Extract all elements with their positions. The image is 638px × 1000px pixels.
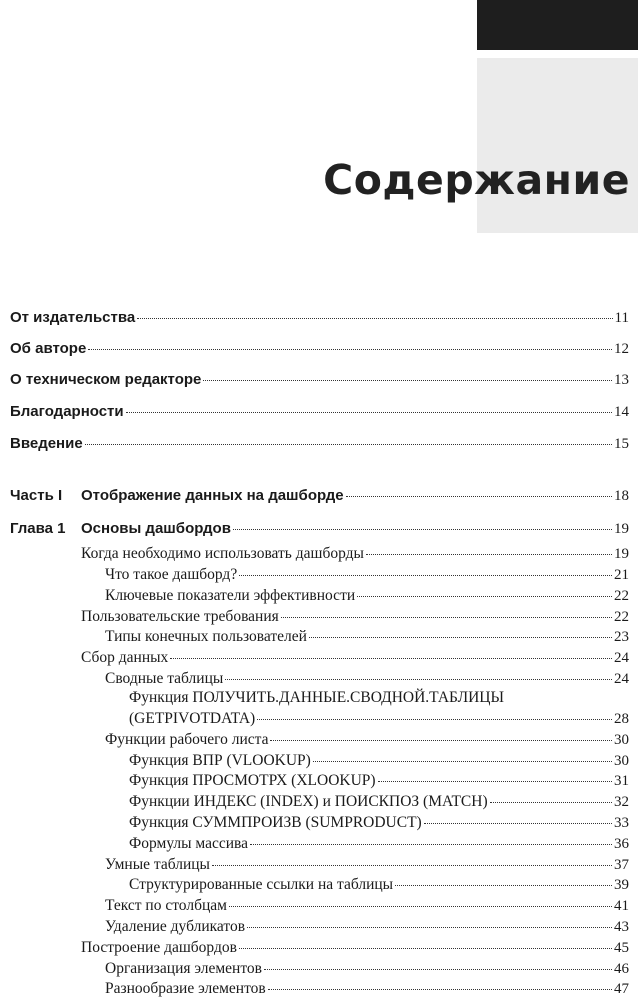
dot-leader	[170, 658, 612, 659]
toc-entry-title: Функции рабочего листа	[105, 731, 269, 748]
toc-entry[interactable]	[105, 731, 629, 749]
toc-entry-title: Организация элементов	[105, 960, 262, 977]
toc-entry-title: Пользовательские требования	[81, 608, 279, 625]
toc-page-number: 19	[614, 521, 629, 537]
toc-page-number: 33	[614, 815, 629, 831]
toc-page-number: 36	[614, 836, 629, 852]
toc-entry-title: Разнообразие элементов	[105, 980, 266, 997]
toc-entry-title: Структурированные ссылки на таблицы	[129, 876, 394, 893]
toc-page-number: 22	[614, 609, 629, 625]
toc-entry-title: Когда необходимо использовать дашборды	[81, 545, 364, 562]
toc-entry[interactable]	[81, 649, 629, 667]
toc-page-number: 41	[614, 898, 629, 914]
decorative-gray-block	[477, 58, 638, 233]
dot-leader	[395, 885, 612, 886]
toc-entry[interactable]	[105, 980, 629, 998]
toc-entry[interactable]	[105, 670, 629, 688]
toc-page-number: 18	[614, 488, 629, 504]
toc-entry-tech-editor[interactable]	[10, 371, 629, 389]
toc-page-number: 15	[614, 436, 629, 452]
toc-entry[interactable]	[81, 608, 629, 626]
dot-leader	[203, 380, 612, 381]
dot-leader	[250, 844, 612, 845]
dot-leader	[247, 927, 612, 928]
toc-chapter-1[interactable]	[10, 520, 629, 538]
toc-page-number: 28	[614, 711, 629, 727]
dot-leader	[268, 989, 612, 990]
toc-entry-title: Сводные таблицы	[105, 670, 224, 687]
dot-leader	[490, 802, 612, 803]
toc-page-number: 47	[614, 981, 629, 997]
dot-leader	[88, 349, 612, 350]
toc-part-1[interactable]	[10, 487, 629, 505]
dot-leader	[270, 740, 612, 741]
dot-leader	[257, 719, 612, 720]
toc-entry-title: Умные таблицы	[105, 856, 210, 873]
toc-page-number: 24	[614, 671, 629, 687]
toc-entry[interactable]	[105, 628, 629, 646]
dot-leader	[309, 637, 612, 638]
toc-entry[interactable]	[129, 876, 629, 894]
toc-entry-title: Типы конечных пользователей	[105, 628, 307, 645]
toc-page-number: 19	[614, 546, 629, 562]
toc-entry-title: Удаление дубликатов	[105, 918, 246, 935]
dot-leader	[378, 781, 612, 782]
toc-entry[interactable]	[129, 752, 629, 770]
toc-entry-introduction[interactable]	[10, 435, 629, 453]
dot-leader	[126, 412, 612, 413]
toc-entry-title: Текст по столбцам	[105, 897, 227, 914]
toc-entry[interactable]	[129, 793, 629, 811]
toc-page-number: 39	[614, 877, 629, 893]
toc-entry[interactable]	[129, 710, 629, 728]
toc-entry-acknowledgements[interactable]	[10, 403, 629, 421]
toc-entry-title: Функция ВПР (VLOOKUP)	[129, 752, 311, 769]
toc-page-number: 12	[614, 341, 629, 357]
toc-entry-title: От издательства	[10, 309, 136, 326]
toc-page-number: 13	[614, 372, 629, 388]
toc-entry-title: Основы дашбордов	[81, 520, 231, 537]
toc-entry[interactable]	[81, 939, 629, 957]
dot-leader	[239, 948, 612, 949]
page-title: Содержание	[323, 156, 630, 204]
toc-page-number: 43	[614, 919, 629, 935]
decorative-black-block	[477, 0, 638, 50]
toc-page-number: 22	[614, 588, 629, 604]
toc-entry-title: Об авторе	[10, 340, 87, 357]
toc-entry-title: Сбор данных	[81, 649, 169, 666]
toc-entry[interactable]	[129, 835, 629, 853]
toc-page-number: 46	[614, 961, 629, 977]
toc-entry-title: Ключевые показатели эффективности	[105, 587, 356, 604]
toc-entry[interactable]	[105, 960, 629, 978]
toc-page-number: 14	[614, 404, 629, 420]
toc-page-number: 45	[614, 940, 629, 956]
toc-entry-title: Благодарности	[10, 403, 124, 420]
dot-leader	[313, 761, 612, 762]
dot-leader	[264, 969, 612, 970]
toc-entry[interactable]	[105, 918, 629, 936]
toc-entry[interactable]	[129, 814, 629, 832]
dot-leader	[225, 679, 612, 680]
toc-page-number: 23	[614, 629, 629, 645]
toc-entry-title-line1: Функция ПОЛУЧИТЬ.ДАННЫЕ.СВОДНОЙ.ТАБЛИЦЫ	[129, 689, 504, 706]
toc-entry-title: (GETPIVOTDATA)	[129, 710, 256, 727]
toc-page-number: 30	[614, 732, 629, 748]
dot-leader	[85, 444, 612, 445]
toc-entry[interactable]	[129, 772, 629, 790]
toc-entry-title: Построение дашбордов	[81, 939, 237, 956]
toc-entry-author[interactable]	[10, 340, 629, 358]
dot-leader	[137, 318, 612, 319]
toc-page-number: 30	[614, 753, 629, 769]
dot-leader	[346, 496, 612, 497]
dot-leader	[357, 596, 612, 597]
dot-leader	[239, 575, 612, 576]
toc-page-number: 37	[614, 857, 629, 873]
toc-page-number: 32	[614, 794, 629, 810]
toc-entry[interactable]	[105, 566, 629, 584]
toc-entry-title: Отображение данных на дашборде	[81, 487, 344, 504]
toc-page-number: 21	[614, 567, 629, 583]
toc-page-number: 24	[614, 650, 629, 666]
toc-entry-title: Что такое дашборд?	[105, 566, 238, 583]
toc-entry[interactable]	[81, 545, 629, 563]
dot-leader	[233, 529, 612, 530]
toc-entry[interactable]	[105, 897, 629, 915]
toc-entry-publisher[interactable]	[10, 309, 629, 327]
toc-entry-title: Формулы массива	[129, 835, 249, 852]
dot-leader	[212, 865, 612, 866]
toc-entry-title: О техническом редакторе	[10, 371, 202, 388]
chapter-label: Глава 1	[10, 520, 66, 537]
dot-leader	[229, 906, 612, 907]
part-label: Часть I	[10, 487, 63, 504]
toc-entry[interactable]	[105, 587, 629, 605]
dot-leader	[366, 554, 612, 555]
toc-page-number: 11	[614, 310, 629, 326]
toc-entry[interactable]	[105, 856, 629, 874]
dot-leader	[281, 617, 612, 618]
toc-entry-title: Функции ИНДЕКС (INDEX) и ПОИСКПОЗ (MATCH)	[129, 793, 488, 810]
toc-entry-title: Функция ПРОСМОТРХ (XLOOKUP)	[129, 772, 376, 789]
toc-entry-title: Функция СУММПРОИЗВ (SUMPRODUCT)	[129, 814, 422, 831]
toc-entry-title: Введение	[10, 435, 83, 452]
toc-page-number: 31	[614, 773, 629, 789]
dot-leader	[424, 823, 612, 824]
